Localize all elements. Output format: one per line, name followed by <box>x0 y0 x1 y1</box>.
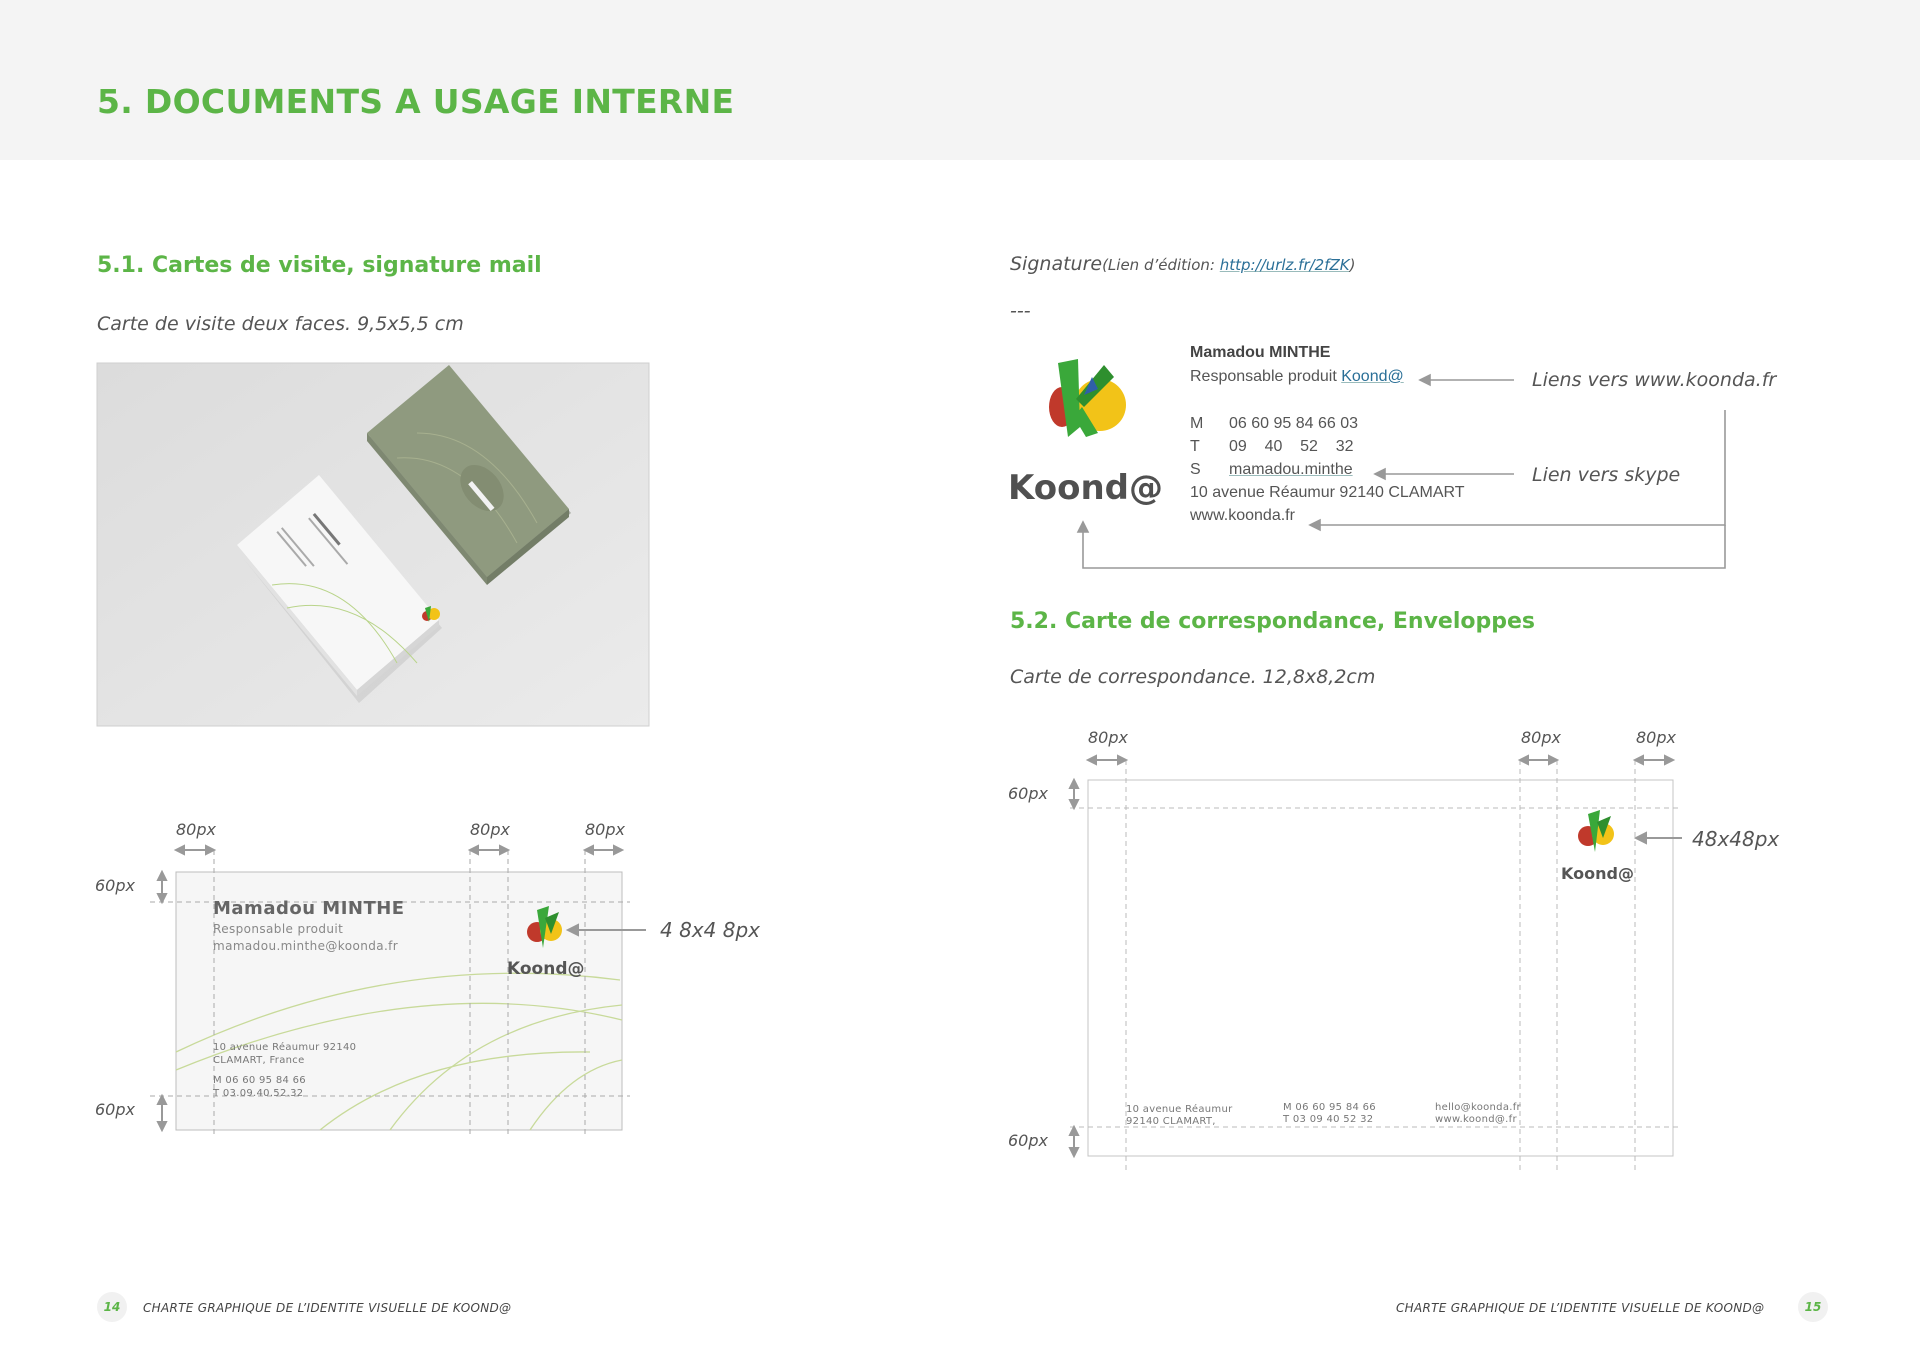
bc-name: Mamadou MINTHE <box>213 898 405 919</box>
bc-dim-mid: 80px <box>470 820 510 839</box>
bc-logo-text: Koond@ <box>507 959 585 979</box>
cc-logo-text: Koond@ <box>1561 864 1634 883</box>
signature-skype-link[interactable]: mamadou.minthe <box>1229 461 1353 478</box>
correspondence-caption: Carte de correspondance. 12,8x8,2cm <box>1010 666 1376 688</box>
signature-address: 10 avenue Réaumur 92140 CLAMART <box>1190 484 1465 501</box>
signature-website[interactable]: www.koonda.fr <box>1190 507 1295 524</box>
cc-phone: T 03 09 40 52 32 <box>1283 1114 1374 1125</box>
cc-website: www.koond@.fr <box>1435 1114 1517 1125</box>
annotation-skype: Lien vers skype <box>1532 464 1681 486</box>
bc-phone: T 03.09.40.52.32 <box>213 1088 304 1099</box>
bc-email: mamadou.minthe@koonda.fr <box>213 939 399 953</box>
signature-separator: --- <box>1010 300 1031 322</box>
signature-name: Mamadou MINTHE <box>1190 344 1331 361</box>
page-header-band <box>0 0 1920 160</box>
business-card-caption: Carte de visite deux faces. 9,5x5,5 cm <box>97 313 464 335</box>
annotation-links: Liens vers www.koonda.fr <box>1532 369 1777 391</box>
signature-edit-prefix: (Lien d’édition: <box>1102 256 1220 274</box>
signature-role-prefix: Responsable produit <box>1190 368 1342 385</box>
bc-mobile: M 06 60 95 84 66 <box>213 1075 306 1086</box>
cc-email: hello@koonda.fr <box>1435 1102 1521 1113</box>
cc-dim-left: 80px <box>1088 728 1128 747</box>
signature-mobile-key: M <box>1190 415 1204 432</box>
signature-phone-value: 09 40 52 32 <box>1229 438 1354 455</box>
cc-dim-bottom: 60px <box>1008 1131 1048 1150</box>
bc-address-line2: CLAMART, France <box>213 1055 305 1066</box>
bc-dim-right: 80px <box>585 820 625 839</box>
footer-page-number-right: 15 <box>1798 1292 1828 1322</box>
cc-logo-size: 48x48px <box>1692 827 1780 851</box>
signature-skype-key: S <box>1190 461 1201 478</box>
page-title: 5. DOCUMENTS A USAGE INTERNE <box>97 82 735 121</box>
footer-text-left: CHARTE GRAPHIQUE DE L’IDENTITE VISUELLE DE KOOND@ <box>143 1301 512 1315</box>
bc-logo-size: 4 8x4 8px <box>660 918 760 942</box>
signature-role-link[interactable]: Koond@ <box>1341 368 1404 385</box>
signature-phone-key: T <box>1190 438 1200 455</box>
section-title-correspondence: 5.2. Carte de correspondance, Enveloppes <box>1010 609 1536 634</box>
cc-mobile: M 06 60 95 84 66 <box>1283 1102 1376 1113</box>
bc-dim-top: 60px <box>95 876 135 895</box>
cc-dim-top: 60px <box>1008 784 1048 803</box>
bc-role: Responsable produit <box>213 922 344 936</box>
cc-dim-right: 80px <box>1636 728 1676 747</box>
bc-address-line1: 10 avenue Réaumur 92140 <box>213 1042 357 1053</box>
business-card-spec <box>90 820 790 1150</box>
signature-edit-link[interactable]: http://urlz.fr/2fZK <box>1219 256 1350 274</box>
signature-mobile-value: 06 60 95 84 66 03 <box>1229 415 1359 432</box>
signature-label: Signature <box>1010 253 1103 275</box>
cc-address-line2: 92140 CLAMART, <box>1126 1116 1216 1127</box>
cc-dim-mid: 80px <box>1521 728 1561 747</box>
footer-page-number-left: 14 <box>97 1292 127 1322</box>
signature-edit-suffix: ) <box>1349 256 1356 274</box>
bc-dim-left: 80px <box>176 820 216 839</box>
section-title-business-cards: 5.1. Cartes de visite, signature mail <box>97 253 542 278</box>
business-card-photo <box>97 363 649 726</box>
footer-text-right: CHARTE GRAPHIQUE DE L’IDENTITE VISUELLE DE KOOND@ <box>1396 1301 1765 1315</box>
signature-header <box>1010 253 1355 275</box>
bc-dim-bottom: 60px <box>95 1100 135 1119</box>
signature-logo-text: Koond@ <box>1008 468 1164 508</box>
cc-address-line1: 10 avenue Réaumur <box>1126 1104 1233 1115</box>
